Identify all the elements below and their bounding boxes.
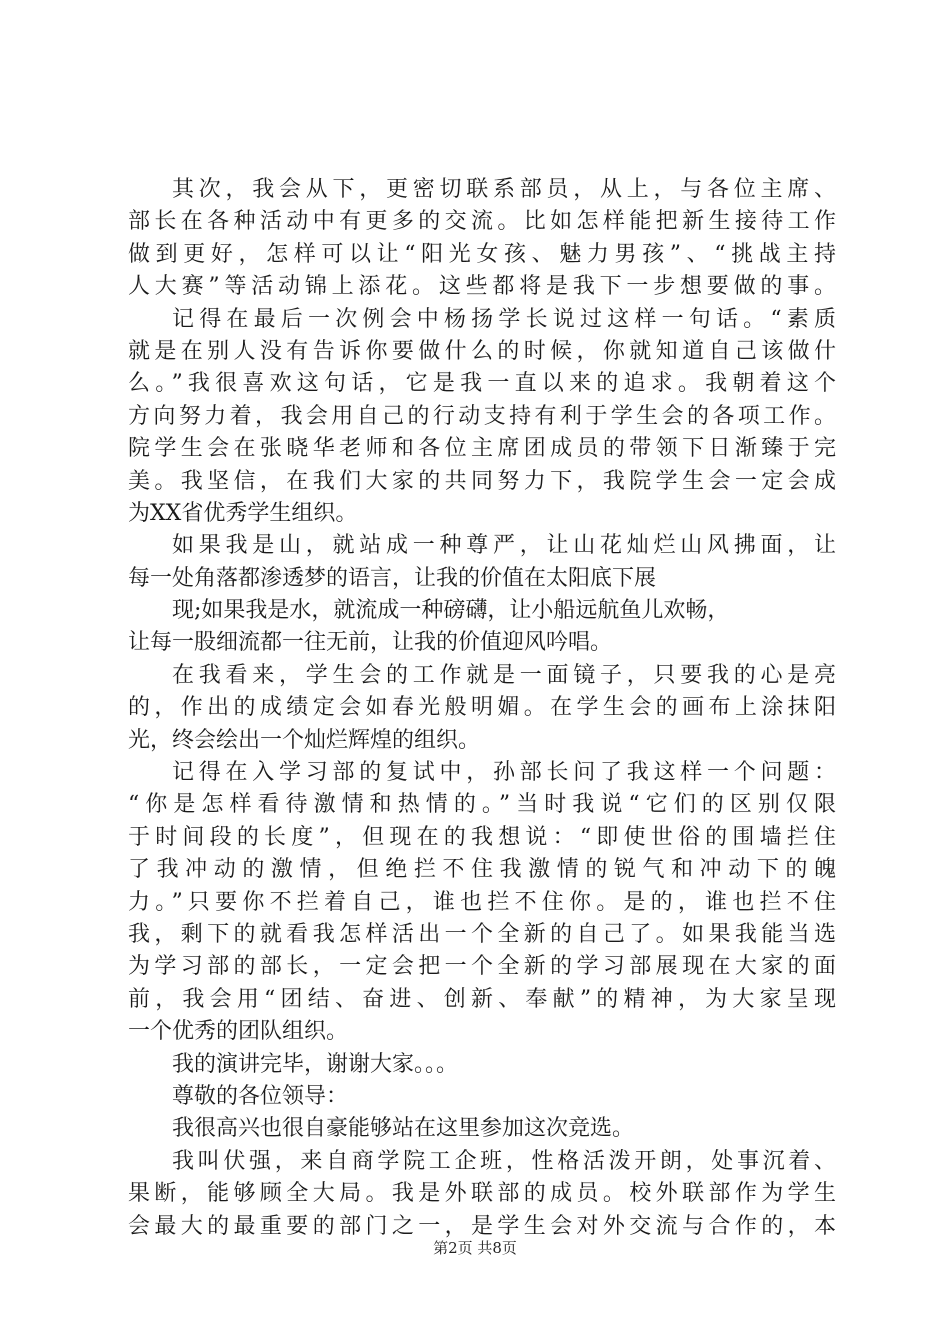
text-line: 其次，我会从下，更密切联系部员，从上，与各位主席、	[172, 177, 836, 202]
text-line: 为XX省优秀学生组织。	[128, 500, 358, 526]
text-line: 让每一股细流都一往无前，让我的价值迎风吟唱。	[128, 630, 613, 656]
text-line: 如果我是山，就站成一种尊严，让山花灿烂山风拂面，让	[172, 533, 836, 559]
text-line: 的，作出的成绩定会如春光般明媚。在学生会的画布上涂抹阳	[128, 695, 836, 721]
text-line: 现;如果我是水，就流成一种磅礴，让小船远航鱼儿欢畅，	[172, 598, 730, 624]
text-line: 力。”只要你不拦着自己，谁也拦不住你。是的，谁也拦不住	[128, 889, 836, 915]
page-footer	[0, 1237, 950, 1258]
text-line: 于时间段的长度”，但现在的我想说：“即使世俗的围墙拦住	[128, 824, 836, 850]
text-line: 方向努力着，我会用自己的行动支持有利于学生会的各项工作。	[128, 403, 836, 429]
text-line: 果断，能够顾全大局。我是外联部的成员。校外联部作为学生	[128, 1181, 836, 1207]
text-line: 前，我会用“团结、奋进、创新、奉献”的精神，为大家呈现	[128, 986, 836, 1012]
text-line: 我叫伏强，来自商学院工企班，性格活泼开朗，处事沉着、	[172, 1148, 836, 1174]
text-line: 每一处角落都渗透梦的语言，让我的价值在太阳底下展	[128, 565, 657, 591]
text-line: 就是在别人没有告诉你要做什么的时候，你就知道自己该做什	[128, 338, 836, 364]
text-line: 我很高兴也很自豪能够站在这里参加这次竞选。	[172, 1116, 635, 1142]
page-number-indicator: 第2页 共8页	[433, 1239, 517, 1257]
text-line: 光，终会绘出一个灿烂辉煌的组织。	[128, 727, 481, 753]
text-line: 为学习部的部长，一定会把一个全新的学习部展现在大家的面	[128, 954, 836, 980]
text-line: 尊敬的各位领导：	[172, 1083, 349, 1109]
text-line: 院学生会在张晓华老师和各位主席团成员的带领下日渐臻于完	[128, 436, 836, 462]
text-line: 记得在最后一次例会中杨扬学长说过这样一句话。“素质	[172, 306, 836, 332]
text-line: 做到更好，怎样可以让“阳光女孩、魅力男孩”、“挑战主持	[128, 241, 836, 267]
text-line: “你是怎样看待激情和热情的。”当时我说“它们的区别仅限	[128, 792, 836, 818]
text-line: 部长在各种活动中有更多的交流。比如怎样能把新生接待工作	[128, 209, 836, 235]
document-body	[128, 174, 836, 1243]
text-line: 美。我坚信，在我们大家的共同努力下，我院学生会一定会成	[128, 468, 836, 494]
text-line: 在我看来，学生会的工作就是一面镜子，只要我的心是亮	[172, 662, 836, 688]
text-line: 了我冲动的激情，但绝拦不住我激情的锐气和冲动下的魄	[128, 857, 836, 883]
text-line: 一个优秀的团队组织。	[128, 1019, 349, 1045]
text-line: 么。”我很喜欢这句话，它是我一直以来的追求。我朝着这个	[128, 371, 836, 397]
text-line: 会最大的最重要的部门之一，是学生会对外交流与合作的，本	[128, 1213, 836, 1239]
text-line: 我，剩下的就看我怎样活出一个全新的自己了。如果我能当选	[128, 921, 836, 947]
text-line: 我的演讲完毕，谢谢大家。。。	[172, 1051, 459, 1077]
text-line: 人大赛”等活动锦上添花。这些都将是我下一步想要做的事。	[128, 274, 836, 300]
text-line: 记得在入学习部的复试中，孙部长问了我这样一个问题：	[172, 760, 836, 786]
